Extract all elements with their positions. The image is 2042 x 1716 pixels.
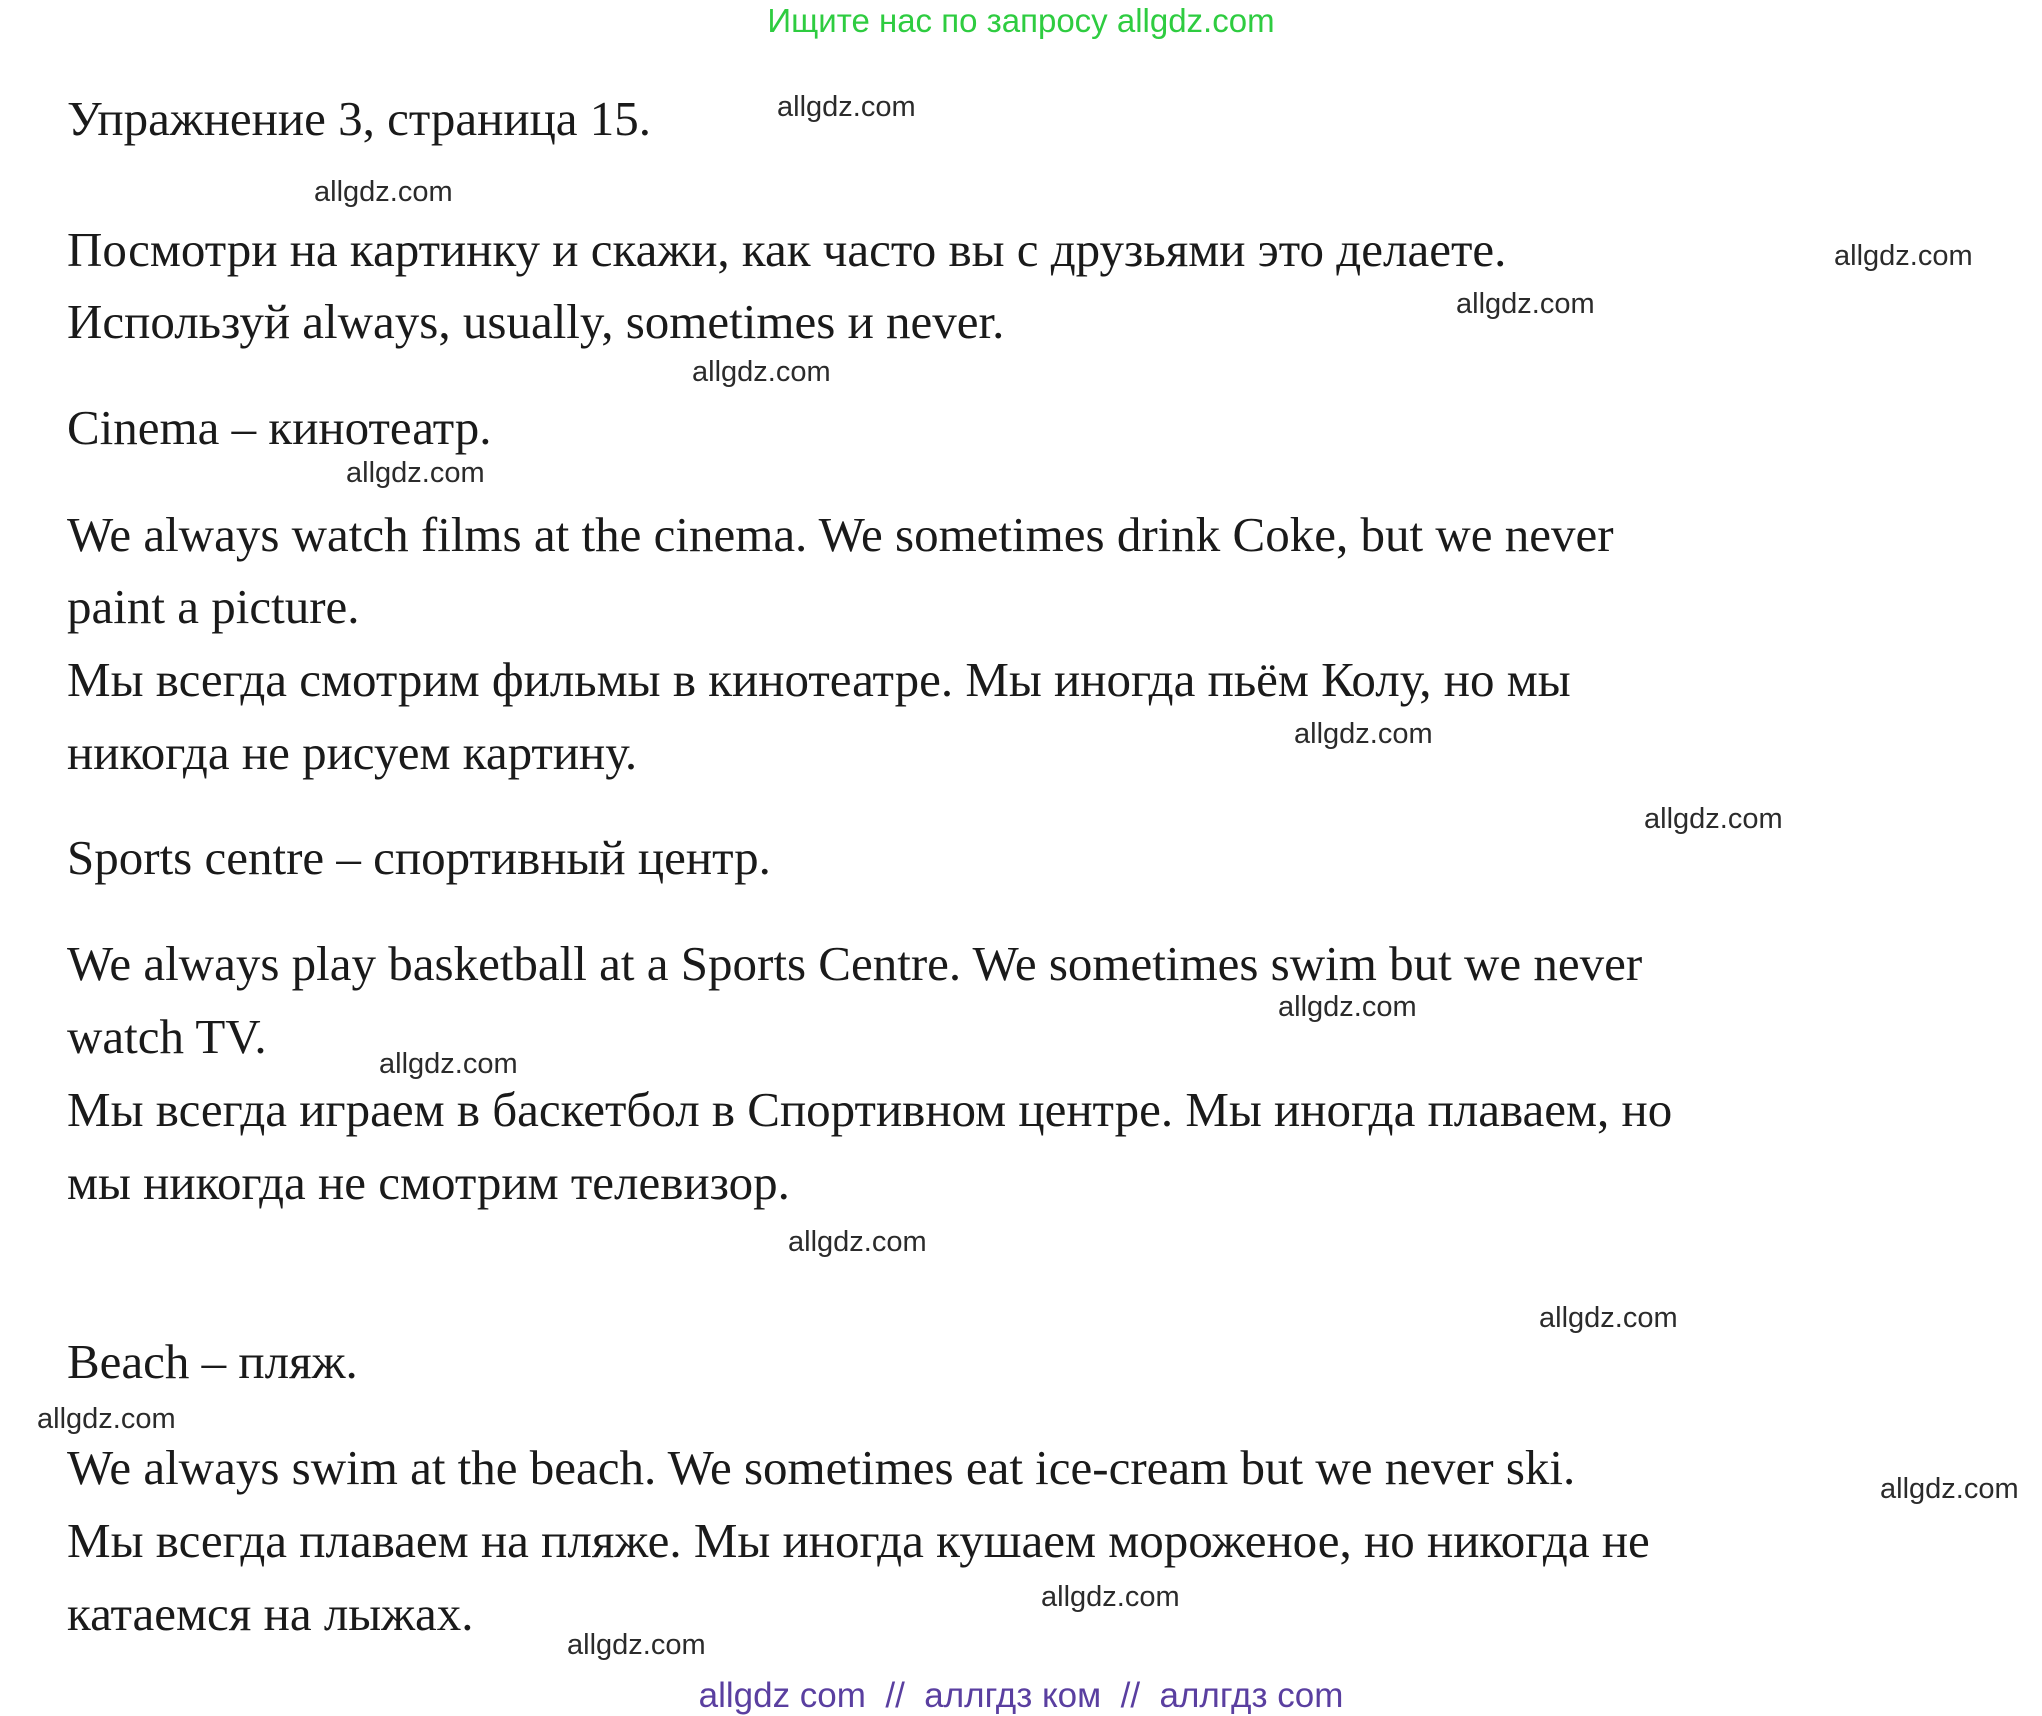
top-banner: Ищите нас по запросу allgdz.com bbox=[767, 2, 1275, 39]
section-text-line: Мы всегда смотрим фильмы в кинотеатре. Мы иногда пьём Колу, но мы bbox=[67, 652, 1571, 707]
section-text-line: Мы всегда играем в баскетбол в Спортивном центре. Мы иногда плаваем, но bbox=[67, 1082, 1673, 1137]
watermark: allgdz.com bbox=[1834, 240, 1973, 272]
exercise-title: Упражнение 3, страница 15. bbox=[67, 91, 652, 146]
watermark: allgdz.com bbox=[1644, 803, 1783, 835]
task-line: Посмотри на картинку и скажи, как часто вы с друзьями это делаете. bbox=[67, 222, 1507, 277]
watermark: allgdz.com bbox=[379, 1048, 518, 1080]
section-heading-cinema: Cinema – кинотеатр. bbox=[67, 400, 492, 455]
section-text-line: We always swim at the beach. We sometimes eat ice-cream but we never ski. bbox=[67, 1440, 1576, 1495]
section-text-line: Мы всегда плаваем на пляже. Мы иногда кушаем мороженое, но никогда не bbox=[67, 1513, 1650, 1568]
watermark: allgdz.com bbox=[1294, 718, 1433, 750]
watermark: allgdz.com bbox=[346, 457, 485, 489]
section-heading-sports-centre: Sports centre – спортивный центр. bbox=[67, 830, 771, 885]
task-line: Используй always, usually, sometimes и never. bbox=[67, 294, 1005, 349]
watermark: allgdz.com bbox=[37, 1403, 176, 1435]
watermark: allgdz.com bbox=[1880, 1473, 2019, 1505]
section-text-line: watch TV. bbox=[67, 1009, 267, 1064]
watermark: allgdz.com bbox=[1278, 991, 1417, 1023]
watermark: allgdz.com bbox=[1041, 1581, 1180, 1613]
watermark: allgdz.com bbox=[692, 356, 831, 388]
watermark: allgdz.com bbox=[567, 1629, 706, 1661]
watermark: allgdz.com bbox=[788, 1226, 927, 1258]
watermark: allgdz.com bbox=[1456, 288, 1595, 320]
footer: allgdz com // аллгдз ком // аллгдз com bbox=[698, 1676, 1344, 1715]
watermark: allgdz.com bbox=[1539, 1302, 1678, 1334]
section-text-line: We always watch films at the cinema. We sometimes drink Coke, but we never bbox=[67, 507, 1614, 562]
section-text-line: We always play basketball at a Sports Centre. We sometimes swim but we never bbox=[67, 936, 1643, 991]
section-text-line: катаемся на лыжах. bbox=[67, 1586, 474, 1641]
watermark: allgdz.com bbox=[314, 176, 453, 208]
section-text-line: никогда не рисуем картину. bbox=[67, 725, 638, 780]
section-heading-beach: Beach – пляж. bbox=[67, 1334, 358, 1389]
section-text-line: мы никогда не смотрим телевизор. bbox=[67, 1155, 790, 1210]
watermark: allgdz.com bbox=[777, 91, 916, 123]
section-text-line: paint a picture. bbox=[67, 579, 360, 634]
